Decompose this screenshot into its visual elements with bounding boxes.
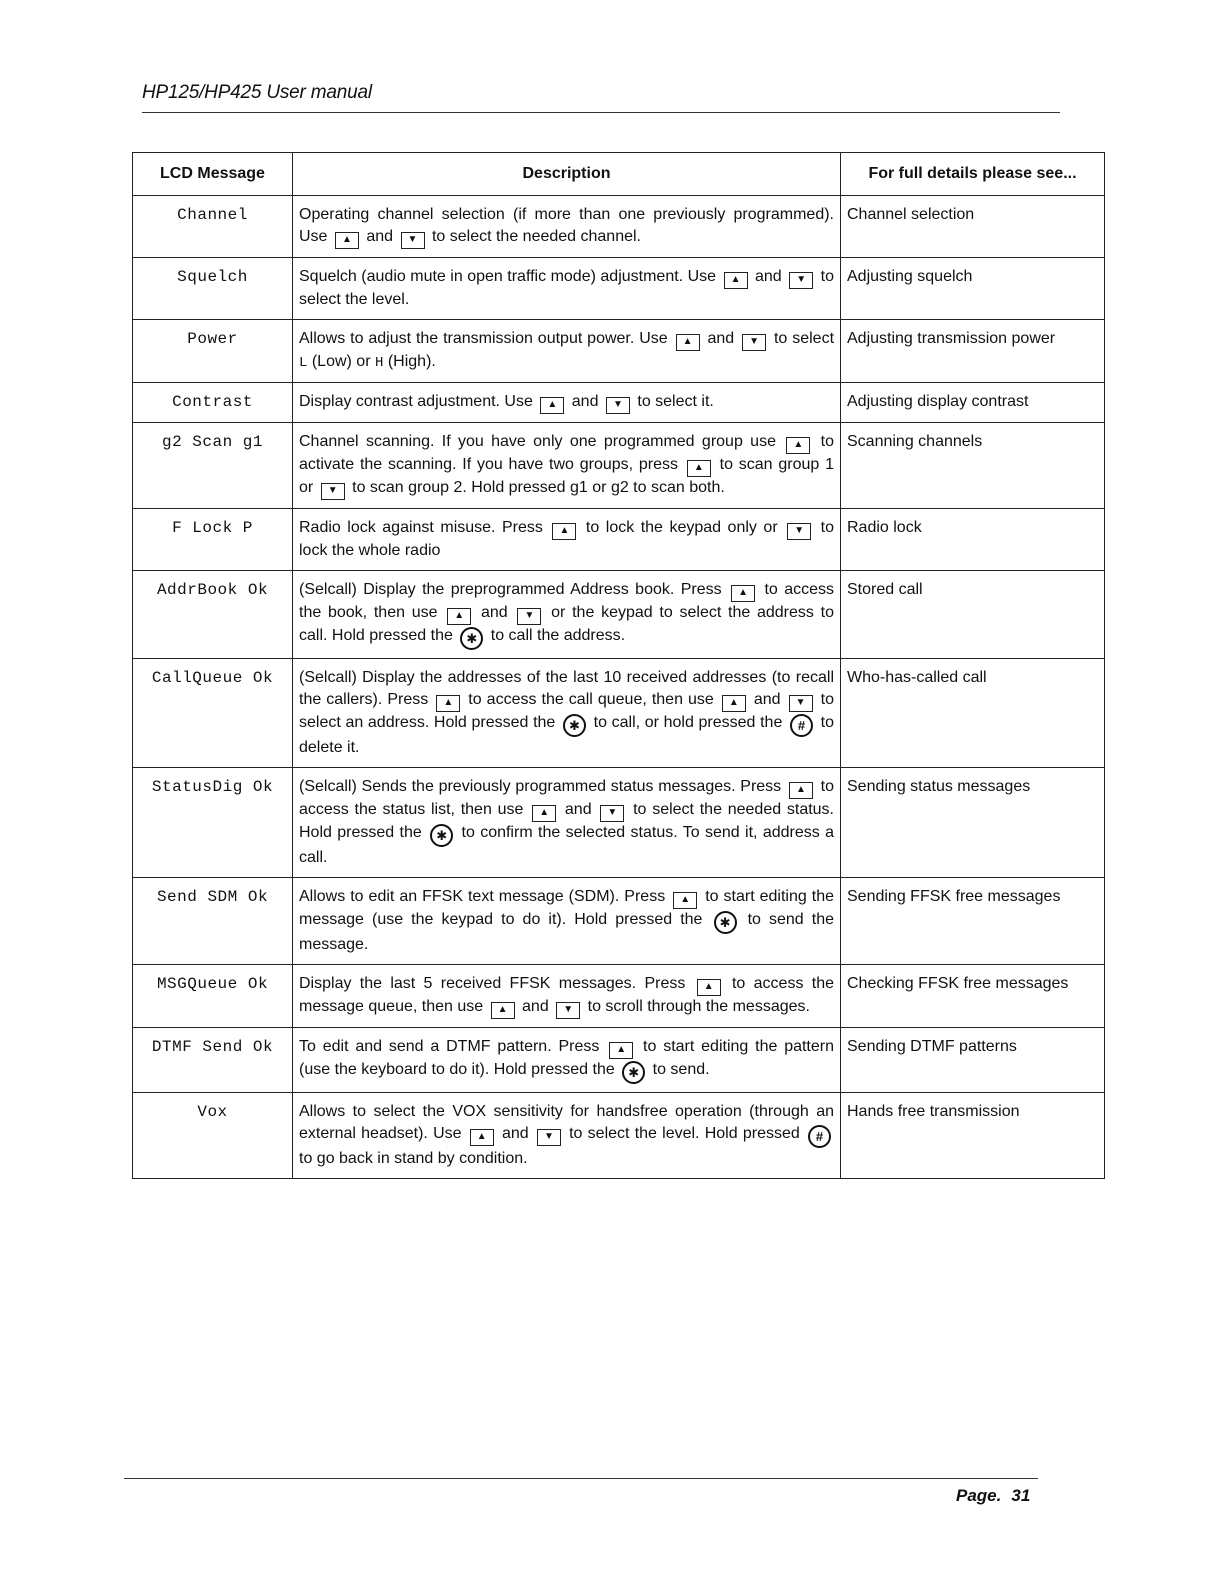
- page-label: Page.: [956, 1486, 1002, 1505]
- description-text: Operating channel selection (if more than one previously programmed). Use: [299, 206, 834, 245]
- table-row: [133, 571, 1105, 659]
- description-text: To edit and send a DTMF pattern. Press: [299, 1038, 607, 1055]
- table-row: [133, 965, 1105, 1028]
- up-arrow-key-icon: ▲: [789, 782, 813, 799]
- page-number-value: 31: [1011, 1486, 1031, 1505]
- lcd-message-table: [132, 152, 1105, 1179]
- description-text: and: [496, 1125, 534, 1142]
- description-text: Allows to edit an FFSK text message (SDM). Press: [299, 888, 671, 905]
- lcd-message-cell: Contrast: [133, 383, 293, 423]
- description-text: or the keypad to select the address to call. Hold pressed the: [299, 604, 834, 644]
- details-reference-cell: Hands free transmission: [841, 1093, 1105, 1179]
- description-text: to select the level. Hold pressed: [563, 1125, 805, 1142]
- description-text: to go back in stand by condition.: [299, 1150, 528, 1167]
- description-text: and: [474, 604, 515, 621]
- description-text: to send the message.: [299, 911, 834, 953]
- up-arrow-key-icon: ▲: [436, 695, 460, 712]
- description-text: to select an address. Hold pressed the: [299, 691, 835, 731]
- details-reference-cell: Scanning channels: [841, 423, 1105, 509]
- down-arrow-key-icon: ▼: [401, 232, 425, 249]
- description-text: and: [517, 998, 554, 1015]
- description-text: and: [567, 393, 603, 410]
- lcd-message-cell: Channel: [133, 196, 293, 258]
- description-cell: [293, 659, 841, 768]
- table-body: [133, 196, 1105, 1179]
- description-cell: [293, 509, 841, 571]
- up-arrow-key-icon: ▲: [532, 805, 556, 822]
- column-header-lcd-message: LCD Message: [133, 153, 293, 196]
- description-text: to access the message queue, then use: [299, 975, 835, 1015]
- up-arrow-key-icon: ▲: [731, 585, 755, 602]
- table-row: [133, 1028, 1105, 1093]
- description-text: (Selcall) Display the addresses of the last 10 received addresses (to recall the callers). Press: [299, 669, 834, 708]
- description-text: and: [750, 268, 787, 285]
- down-arrow-key-icon: ▼: [600, 805, 624, 822]
- down-arrow-key-icon: ▼: [517, 608, 541, 625]
- down-arrow-key-icon: ▼: [321, 483, 345, 500]
- description-cell: [293, 320, 841, 383]
- table-row: [133, 423, 1105, 509]
- details-reference-cell: Adjusting squelch: [841, 258, 1105, 320]
- description-text: Display contrast adjustment. Use: [299, 393, 538, 410]
- description-text: and: [559, 801, 598, 818]
- column-header-details: For full details please see...: [841, 153, 1105, 196]
- lcd-message-cell: F Lock P: [133, 509, 293, 571]
- description-cell: [293, 196, 841, 258]
- description-text: to select: [769, 330, 835, 347]
- description-text: and: [361, 228, 398, 245]
- description-text: and: [702, 330, 740, 347]
- description-text: to scan group 1 or: [299, 456, 834, 496]
- description-text: Display the last 5 received FFSK messages. Press: [299, 975, 694, 992]
- down-arrow-key-icon: ▼: [789, 695, 813, 712]
- lcd-message-cell: Send SDM Ok: [133, 878, 293, 965]
- description-text: Channel scanning. If you have only one programmed group use: [299, 433, 784, 450]
- down-arrow-key-icon: ▼: [606, 397, 630, 414]
- page-header: HP125/HP425 User manual: [142, 82, 372, 103]
- lcd-message-cell: Squelch: [133, 258, 293, 320]
- up-arrow-key-icon: ▲: [609, 1042, 633, 1059]
- description-text: to start editing the pattern (use the keyboard to do it). Hold pressed the: [299, 1038, 835, 1078]
- star-key-icon: ✱: [714, 911, 737, 934]
- table-row: [133, 509, 1105, 571]
- table-row: [133, 258, 1105, 320]
- hash-key-icon: #: [808, 1125, 831, 1148]
- up-arrow-key-icon: ▲: [687, 460, 711, 477]
- down-arrow-key-icon: ▼: [742, 334, 766, 351]
- description-cell: [293, 383, 841, 423]
- description-text: (High).: [383, 353, 436, 370]
- up-arrow-key-icon: ▲: [722, 695, 746, 712]
- description-cell: [293, 768, 841, 878]
- up-arrow-key-icon: ▲: [673, 892, 697, 909]
- description-text: to call, or hold pressed the: [588, 714, 787, 731]
- lcd-message-cell: g2 Scan g1: [133, 423, 293, 509]
- description-cell: [293, 878, 841, 965]
- page-number: [956, 1486, 1030, 1506]
- footer-rule: [124, 1478, 1038, 1479]
- down-arrow-key-icon: ▼: [537, 1129, 561, 1146]
- description-cell: [293, 423, 841, 509]
- details-reference-cell: Channel selection: [841, 196, 1105, 258]
- table-row: [133, 320, 1105, 383]
- description-text: to select it.: [632, 393, 714, 410]
- lcd-value-text: H: [374, 355, 384, 371]
- details-reference-cell: Sending DTMF patterns: [841, 1028, 1105, 1093]
- details-reference-cell: Sending status messages: [841, 768, 1105, 878]
- details-reference-cell: Stored call: [841, 571, 1105, 659]
- table-row: [133, 659, 1105, 768]
- up-arrow-key-icon: ▲: [470, 1129, 494, 1146]
- down-arrow-key-icon: ▼: [787, 523, 811, 540]
- details-reference-cell: Sending FFSK free messages: [841, 878, 1105, 965]
- details-reference-cell: Radio lock: [841, 509, 1105, 571]
- lcd-message-cell: Power: [133, 320, 293, 383]
- description-text: (Selcall) Display the preprogrammed Address book. Press: [299, 581, 729, 598]
- description-text: to access the book, then use: [299, 581, 835, 621]
- description-cell: [293, 1093, 841, 1179]
- star-key-icon: ✱: [460, 627, 483, 650]
- details-reference-cell: Adjusting transmission power: [841, 320, 1105, 383]
- up-arrow-key-icon: ▲: [676, 334, 700, 351]
- description-text: Squelch (audio mute in open traffic mode) adjustment. Use: [299, 268, 721, 285]
- description-cell: [293, 965, 841, 1028]
- table-header-row: [133, 153, 1105, 196]
- description-text: (Selcall) Sends the previously programmed status messages. Press: [299, 778, 786, 795]
- table-row: [133, 196, 1105, 258]
- up-arrow-key-icon: ▲: [724, 272, 748, 289]
- hash-key-icon: #: [790, 714, 813, 737]
- lcd-message-cell: Vox: [133, 1093, 293, 1179]
- up-arrow-key-icon: ▲: [491, 1002, 515, 1019]
- table-row: [133, 768, 1105, 878]
- header-rule: [142, 112, 1060, 113]
- details-reference-cell: Adjusting display contrast: [841, 383, 1105, 423]
- description-text: to call the address.: [486, 627, 626, 644]
- star-key-icon: ✱: [622, 1061, 645, 1084]
- description-text: to lock the whole radio: [299, 519, 835, 559]
- up-arrow-key-icon: ▲: [447, 608, 471, 625]
- lcd-message-cell: MSGQueue Ok: [133, 965, 293, 1028]
- down-arrow-key-icon: ▼: [556, 1002, 580, 1019]
- up-arrow-key-icon: ▲: [552, 523, 576, 540]
- table-row: [133, 383, 1105, 423]
- details-reference-cell: Who-has-called call: [841, 659, 1105, 768]
- down-arrow-key-icon: ▼: [789, 272, 813, 289]
- details-reference-cell: Checking FFSK free messages: [841, 965, 1105, 1028]
- description-text: (Low) or: [307, 353, 375, 370]
- up-arrow-key-icon: ▲: [335, 232, 359, 249]
- lcd-message-cell: AddrBook Ok: [133, 571, 293, 659]
- description-cell: [293, 1028, 841, 1093]
- description-text: to confirm the selected status. To send it, address a call.: [299, 824, 835, 866]
- description-text: to select the level.: [299, 268, 835, 308]
- description-text: to select the needed channel.: [427, 228, 641, 245]
- description-text: to delete it.: [299, 714, 834, 756]
- description-text: to access the call queue, then use: [463, 691, 719, 708]
- up-arrow-key-icon: ▲: [697, 979, 721, 996]
- table-row: [133, 878, 1105, 965]
- description-text: to start editing the message (use the keypad to do it). Hold pressed the: [299, 888, 834, 928]
- description-text: to send.: [648, 1061, 710, 1078]
- description-text: to lock the keypad only or: [579, 519, 785, 536]
- description-text: Allows to select the VOX sensitivity for handsfree operation (through an external headset). Use: [299, 1103, 834, 1142]
- table-row: [133, 1093, 1105, 1179]
- column-header-description: Description: [293, 153, 841, 196]
- description-text: to scan group 2. Hold pressed g1 or g2 to scan both.: [347, 479, 725, 496]
- description-cell: [293, 258, 841, 320]
- lcd-message-cell: StatusDig Ok: [133, 768, 293, 878]
- star-key-icon: ✱: [430, 824, 453, 847]
- up-arrow-key-icon: ▲: [540, 397, 564, 414]
- description-text: and: [748, 691, 786, 708]
- description-text: to scroll through the messages.: [583, 998, 810, 1015]
- description-text: Radio lock against misuse. Press: [299, 519, 550, 536]
- description-text: to activate the scanning. If you have two groups, press: [299, 433, 834, 473]
- description-cell: [293, 571, 841, 659]
- star-key-icon: ✱: [563, 714, 586, 737]
- lcd-message-cell: DTMF Send Ok: [133, 1028, 293, 1093]
- lcd-value-text: L: [299, 355, 308, 371]
- description-text: to select the needed status. Hold pressed the: [299, 801, 835, 841]
- lcd-message-cell: CallQueue Ok: [133, 659, 293, 768]
- up-arrow-key-icon: ▲: [786, 437, 810, 454]
- description-text: to access the status list, then use: [299, 778, 834, 818]
- description-text: Allows to adjust the transmission output power. Use: [299, 330, 673, 347]
